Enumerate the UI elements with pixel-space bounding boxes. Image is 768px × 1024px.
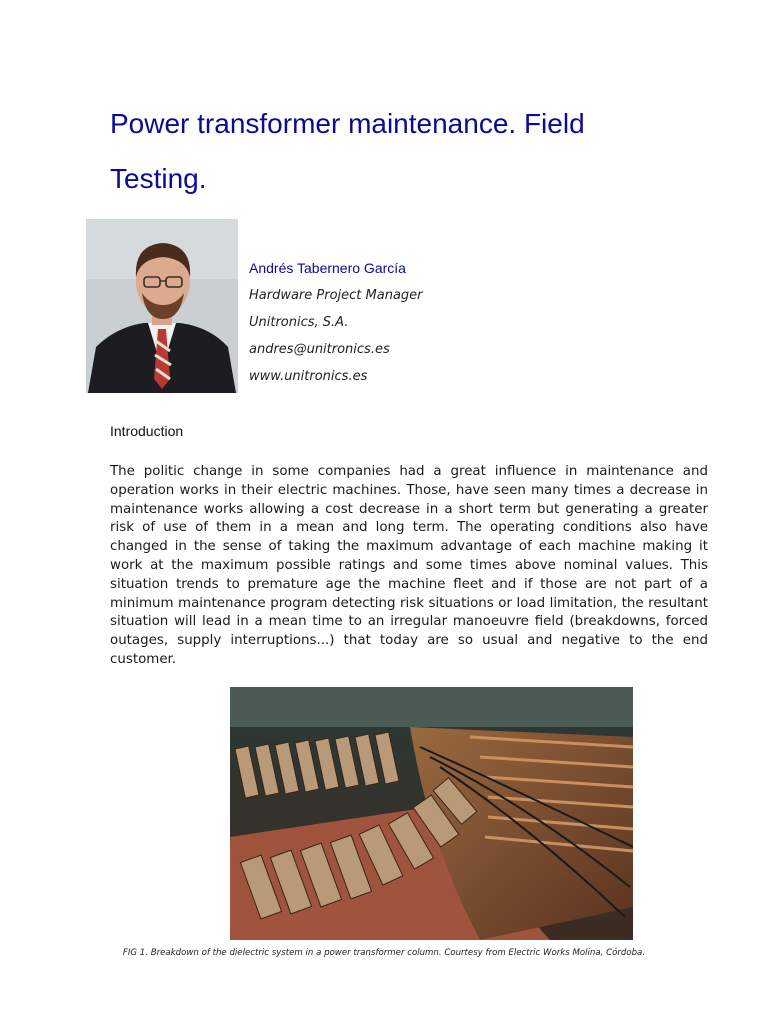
introduction-paragraph: The politic change in some companies had a great influence in maintenance and operation works in their electric machines. Those, have seen many times a decrease in maintenance works allowing a cost decrease in a short term but generating a greater risk of use of them in a mean and long term. The operating conditions also have changed in the sense of taking the maximum advantage of each machine making it work at the maximum possible ratings and some times above nominal values. This situation trends to premature age the machine fleet and if those are not part of a minimum maintenance program detecting risk situations or load limitation, the resultant situation will lead in a mean time to an irregular manoeuvre field (breakdowns, forced outages, supply interruptions...) that today are so usual and negative to the end customer.: [110, 464, 708, 667]
author-website[interactable]: www.unitronics.es: [249, 369, 368, 384]
author-block: [249, 255, 549, 390]
page-title: Power transformer maintenance. Field Testing.: [110, 108, 585, 194]
author-role: Hardware Project Manager: [249, 288, 423, 303]
author-name: Andrés Tabernero García: [249, 260, 406, 276]
author-company: Unitronics, S.A.: [249, 315, 349, 330]
figure-image: [230, 687, 633, 940]
author-email[interactable]: andres@unitronics.es: [249, 342, 390, 357]
section-heading-introduction: Introduction: [110, 423, 184, 439]
author-photo: [86, 219, 238, 393]
figure-caption: FIG 1. Breakdown of the dielectric system in a power transformer column. Courtesy from Electric Works Molina, Córdoba.: [122, 948, 646, 958]
